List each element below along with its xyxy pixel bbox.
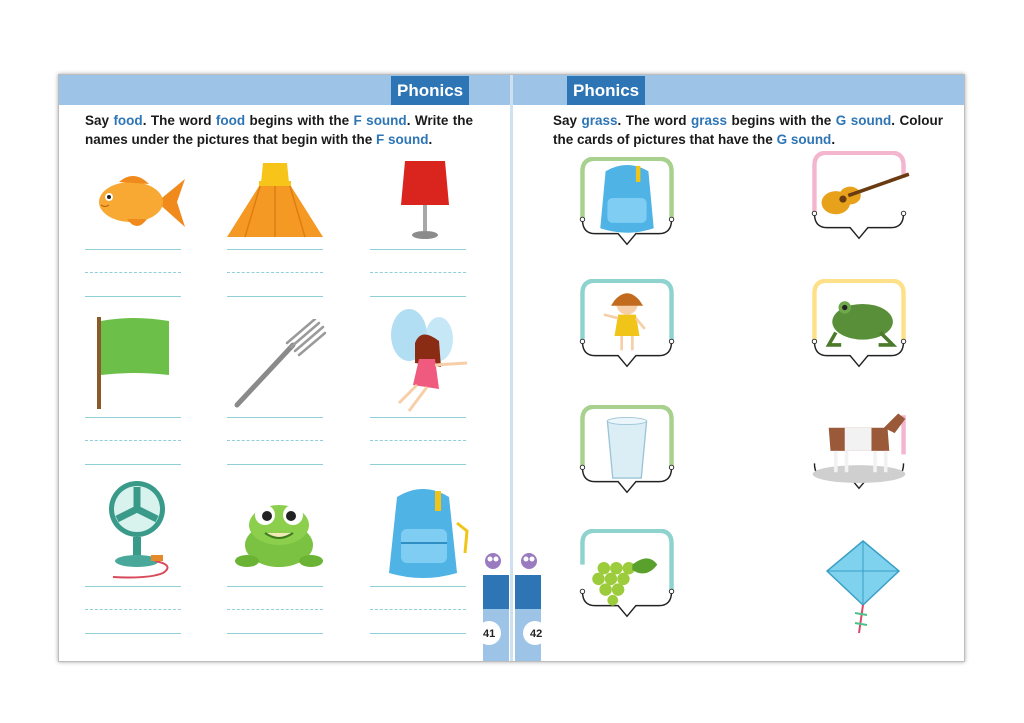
bag-picture xyxy=(379,483,469,583)
left-page-number: 41 xyxy=(483,628,496,640)
left-section-title: Phonics xyxy=(391,76,469,105)
glass-card[interactable] xyxy=(571,405,683,503)
lamp-picture xyxy=(395,159,455,243)
bag-card[interactable] xyxy=(571,157,683,255)
girl-card[interactable] xyxy=(571,279,683,377)
right-section-title: Phonics xyxy=(567,76,645,105)
workbook-spread xyxy=(58,74,965,662)
dress-picture xyxy=(225,159,325,241)
kite-picture[interactable] xyxy=(819,537,907,637)
frog-card[interactable] xyxy=(803,279,915,377)
fan-picture xyxy=(99,479,183,583)
frog-picture xyxy=(231,495,327,575)
left-instruction: Say food. The word food begins with the F sound. Write the names under the pictures that begin with the F sound. xyxy=(85,113,473,147)
fish-picture xyxy=(89,167,189,237)
left-page-tab xyxy=(479,553,511,661)
fairy-picture xyxy=(369,307,473,415)
right-instruction: Say grass. The word grass begins with the G sound. Colour the cards of pictures that have the G sound. xyxy=(553,113,943,147)
guitar-card[interactable] xyxy=(803,151,915,249)
right-page-number: 42 xyxy=(530,628,543,640)
goat-card[interactable] xyxy=(803,401,915,499)
grapes-card[interactable] xyxy=(571,529,683,627)
right-page-tab xyxy=(513,553,545,661)
flag-picture xyxy=(93,315,173,411)
fork-picture xyxy=(231,319,327,411)
